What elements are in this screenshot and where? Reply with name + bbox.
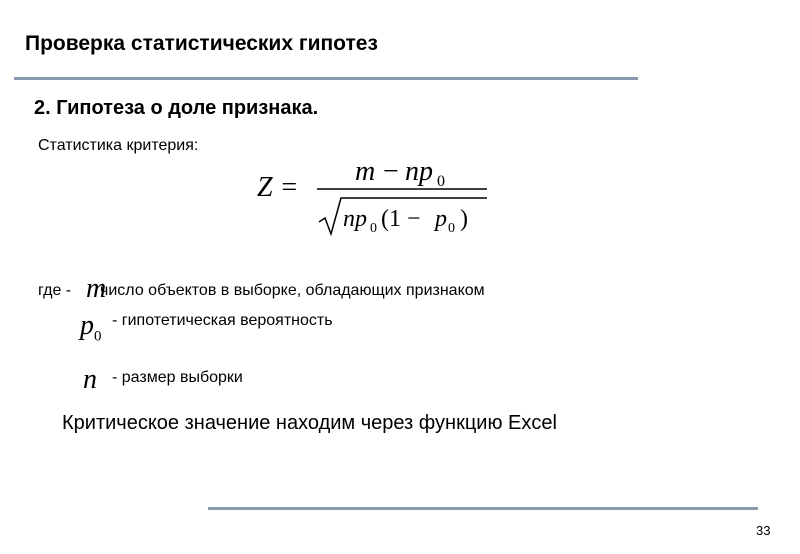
where-prefix: где - bbox=[38, 282, 72, 299]
formula-denom-close: ) bbox=[460, 206, 468, 232]
where-m-description: число объектов в выборке, обладающих признаком bbox=[100, 282, 485, 299]
symbol-p0 bbox=[80, 310, 102, 346]
formula-denom-open: (1 − bbox=[381, 206, 421, 232]
slide-title: Проверка статистических гипотез bbox=[25, 32, 378, 55]
symbol-p-subscript: 0 bbox=[94, 328, 102, 345]
formula-numerator-m: m bbox=[355, 156, 376, 187]
formula-lhs: Z = bbox=[257, 172, 299, 203]
symbol-n: n bbox=[83, 364, 97, 395]
section-heading: 2. Гипотеза о доле признака. bbox=[34, 97, 319, 119]
n-description: - размер выборки bbox=[112, 369, 243, 386]
formula-numerator-np: np bbox=[405, 156, 433, 187]
z-statistic-formula bbox=[255, 152, 495, 242]
formula-minus: − bbox=[383, 156, 399, 187]
symbol-p-letter: p bbox=[80, 310, 94, 341]
formula-sub0-b: 0 bbox=[370, 221, 377, 236]
page-number: 33 bbox=[756, 523, 771, 538]
formula-sub0-c: 0 bbox=[448, 221, 455, 236]
formula-sub0-a: 0 bbox=[437, 173, 445, 190]
p0-description: - гипотетическая вероятность bbox=[112, 312, 333, 329]
title-divider bbox=[14, 77, 638, 80]
formula-denom-np: np bbox=[343, 206, 367, 232]
footer-divider bbox=[208, 507, 758, 510]
statistic-label: Статистика критерия: bbox=[38, 137, 199, 154]
symbol-m: m bbox=[86, 273, 107, 304]
critical-value-note: Критическое значение находим через функцию Excel bbox=[62, 412, 557, 434]
formula-denom-p: p bbox=[435, 206, 447, 232]
